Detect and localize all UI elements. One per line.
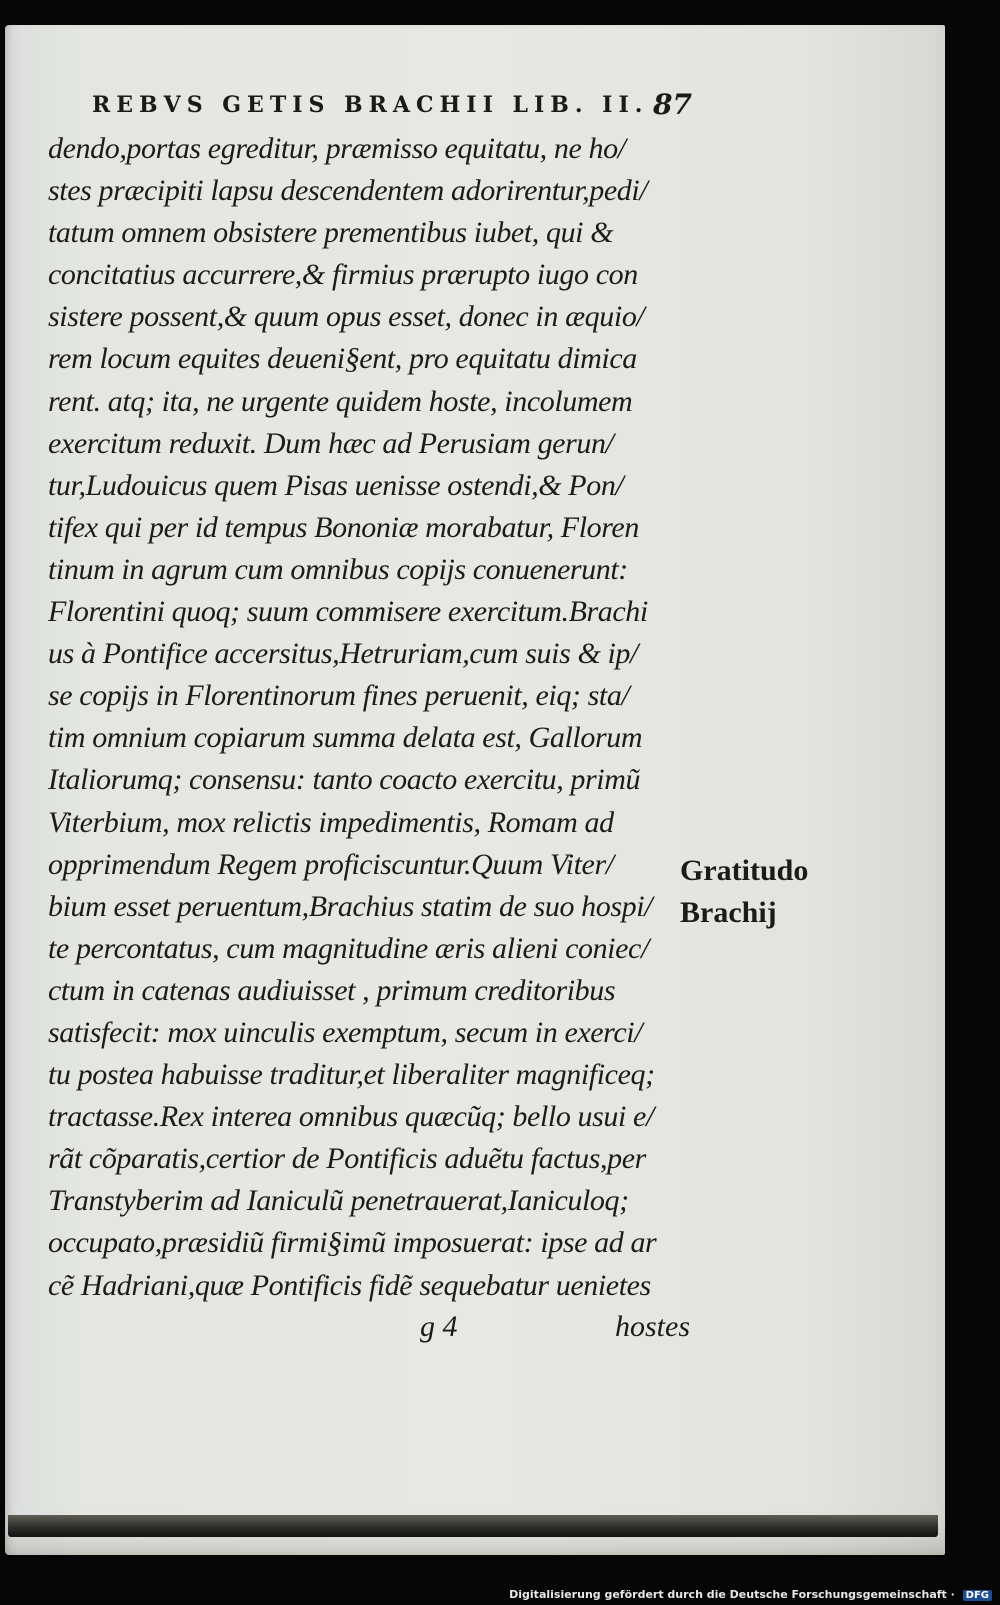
text-line: rãt cõparatis,certior de Pontificis aduẽtu factus,per — [48, 1142, 646, 1176]
page-header — [92, 90, 692, 126]
text-line: opprimendum Regem proficiscuntur.Quum Viter/ — [48, 847, 614, 881]
page-number: 87 — [653, 88, 692, 121]
text-line: se copijs in Florentinorum fines peruenit, eiq; sta/ — [48, 679, 630, 713]
text-line: satisfecit: mox uinculis exemptum, secum in exerci/ — [48, 1015, 643, 1049]
text-line: ctum in catenas audiuisset , primum creditoribus — [48, 973, 616, 1007]
credit-text: Digitalisierung gefördert durch die Deutsche Forschungsgemeinschaft · — [509, 1588, 955, 1601]
marginal-note-line: Gratitudo — [680, 854, 809, 887]
text-line: tim omnium copiarum summa delata est, Gallorum — [48, 721, 643, 755]
text-line: rent. atq; ita, ne urgente quidem hoste, incolumem — [48, 384, 633, 418]
text-line: sistere possent,& quum opus esset, donec in æquio/ — [48, 300, 645, 334]
text-line: tifex qui per id tempus Bononiæ morabatur, Floren — [48, 510, 639, 544]
catchword: hostes — [615, 1310, 690, 1343]
text-line: dendo,portas egreditur, præmisso equitatu, ne ho/ — [48, 132, 626, 165]
text-line: tinum in agrum cum omnibus copijs conuenerunt: — [48, 552, 628, 586]
text-line: rem locum equites deueni§ent, pro equitatu dimica — [48, 342, 637, 376]
marginal-note-line: Brachij — [680, 896, 777, 929]
page-stack-edge — [8, 1515, 938, 1537]
text-line: te percontatus, cum magnitudine æris alieni coniec/ — [48, 931, 649, 965]
text-line: tur,Ludouicus quem Pisas uenisse ostendi,& Pon/ — [48, 468, 624, 502]
page-footer — [380, 1310, 690, 1354]
text-line: Florentini quoq; suum commisere exercitum.Brachi — [48, 595, 648, 629]
text-line: tu postea habuisse traditur,et liberaliter magnificeq; — [48, 1058, 655, 1092]
running-title: REBVS GETIS BRACHII LIB. II. — [92, 92, 649, 118]
text-line: Italiorumq; consensu: tanto coacto exercitu, primũ — [48, 763, 641, 797]
dfg-logo: DFG — [963, 1590, 992, 1601]
text-line: exercitum reduxit. Dum hæc ad Perusiam gerun/ — [48, 426, 614, 460]
body-text — [48, 128, 688, 1307]
text-line: tatum omnem obsistere prementibus iubet, qui & — [48, 216, 614, 250]
text-line: Transtyberim ad Ianiculũ penetrauerat,Ianiculoq; — [48, 1184, 629, 1218]
marginal-note — [680, 850, 830, 934]
text-line: stes præcipiti lapsu descendentem adorirentur,pedi/ — [48, 174, 648, 208]
text-line: bium esset peruentum,Brachius statim de suo hospi/ — [48, 889, 653, 923]
signature-mark: g 4 — [420, 1310, 458, 1343]
text-line: occupato,præsidiũ firmi§imũ imposuerat: ipse ad ar — [48, 1226, 657, 1260]
digitization-credit — [509, 1588, 992, 1601]
text-line: concitatius accurrere,& firmius prærupto iugo con — [48, 258, 638, 292]
text-line: cẽ Hadriani,quæ Pontificis fidẽ sequebatur uenietes — [48, 1268, 651, 1302]
text-line: tractasse.Rex interea omnibus quæcũq; bello usui e/ — [48, 1100, 654, 1134]
text-line: us à Pontifice accersitus,Hetruriam,cum suis & ip/ — [48, 637, 638, 671]
text-line: Viterbium, mox relictis impedimentis, Romam ad — [48, 805, 614, 839]
